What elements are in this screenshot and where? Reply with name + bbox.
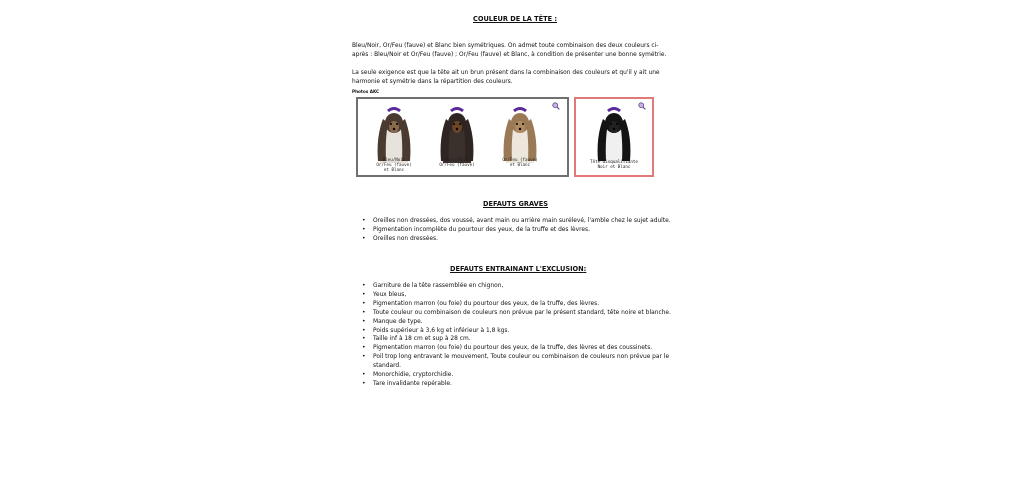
list-item: • Garniture de la tête rassemblée en chignon, <box>360 282 680 291</box>
list-item: • Taille inf à 18 cm et sup à 28 cm. <box>360 335 680 344</box>
heading-couleur-tete: COULEUR DE LA TÊTE : <box>473 15 558 23</box>
magnifier-icon <box>552 102 560 110</box>
intro-paragraph: Bleu/Noir, Or/Feu (fauve) et Blanc bien symétriques. On admet toute combinaison des deux couleurs ci-après : Bleu/Noir et Or/Feu (fauve) ; Or/Feu (fauve) et Blanc, à condition de présenter une bonne symétrie. <box>352 43 667 58</box>
list-item: • Oreilles non dressées. <box>360 235 690 244</box>
list-item: • Tare invalidante repérable. <box>360 380 680 389</box>
defauts-exclusion-list <box>360 282 680 389</box>
accepted-colours-frame <box>356 97 569 177</box>
dog-photo <box>372 103 416 165</box>
list-item: • Poids supérieur à 3,6 kg et inférieur à 1,8 kgs. <box>360 327 680 336</box>
list-item: • Pigmentation incomplète du pourtour des yeux, de la truffe et des lèvres. <box>360 226 690 235</box>
photo-caption: Bleu/Noir Or/Feu (fauve) <box>439 157 475 167</box>
photo-caption: Bleu/Noir Or/Feu (fauve) et Blanc <box>376 157 412 172</box>
disqualifying-colour-frame <box>574 97 654 177</box>
photos-credit: Photos AKC <box>352 89 380 94</box>
list-item: • Oreilles non dressées, dos voussé, avant main ou arrière main surélevé, l'amble chez le sujet adulte. <box>360 217 690 226</box>
defauts-graves-list <box>360 217 690 244</box>
dog-photo <box>498 103 542 165</box>
magnifier-icon <box>638 102 646 110</box>
list-item: • Toute couleur ou combinaison de couleurs non prévue par le présent standard, tête noire et blanche. <box>360 309 680 318</box>
photo-caption: Tête disqualifiante Noir et Blanc <box>590 159 638 169</box>
exigence-paragraph: La seule exigence est que la tête ait un brun présent dans la combinaison des couleurs et qu'il y ait une harmonie et symétrie dans la répartition des couleurs. <box>352 70 660 85</box>
list-item: • Poil trop long entravant le mouvement, Toute couleur ou combinaison de couleurs non prévue par le standard. <box>360 353 680 371</box>
dog-photo <box>592 103 636 165</box>
dog-photo <box>435 103 479 165</box>
list-item: • Manque de type. <box>360 318 680 327</box>
list-item: • Yeux bleus, <box>360 291 680 300</box>
heading-defauts-graves: DEFAUTS GRAVES <box>483 200 549 208</box>
list-item: • Monorchidie, cryptorchidie. <box>360 371 680 380</box>
list-item: • Pigmentation marron (ou foie) du pourtour des yeux, de la truffe, des lèvres. <box>360 300 680 309</box>
list-item: • Pigmentation marron (ou foie) du pourtour des yeux, de la truffe, des lèvres et des coussinets. <box>360 344 680 353</box>
heading-defauts-exclusion: DEFAUTS ENTRAINANT L'EXCLUSION: <box>450 265 587 273</box>
photo-caption: Or/Feu (fauve) et Blanc <box>502 157 538 167</box>
